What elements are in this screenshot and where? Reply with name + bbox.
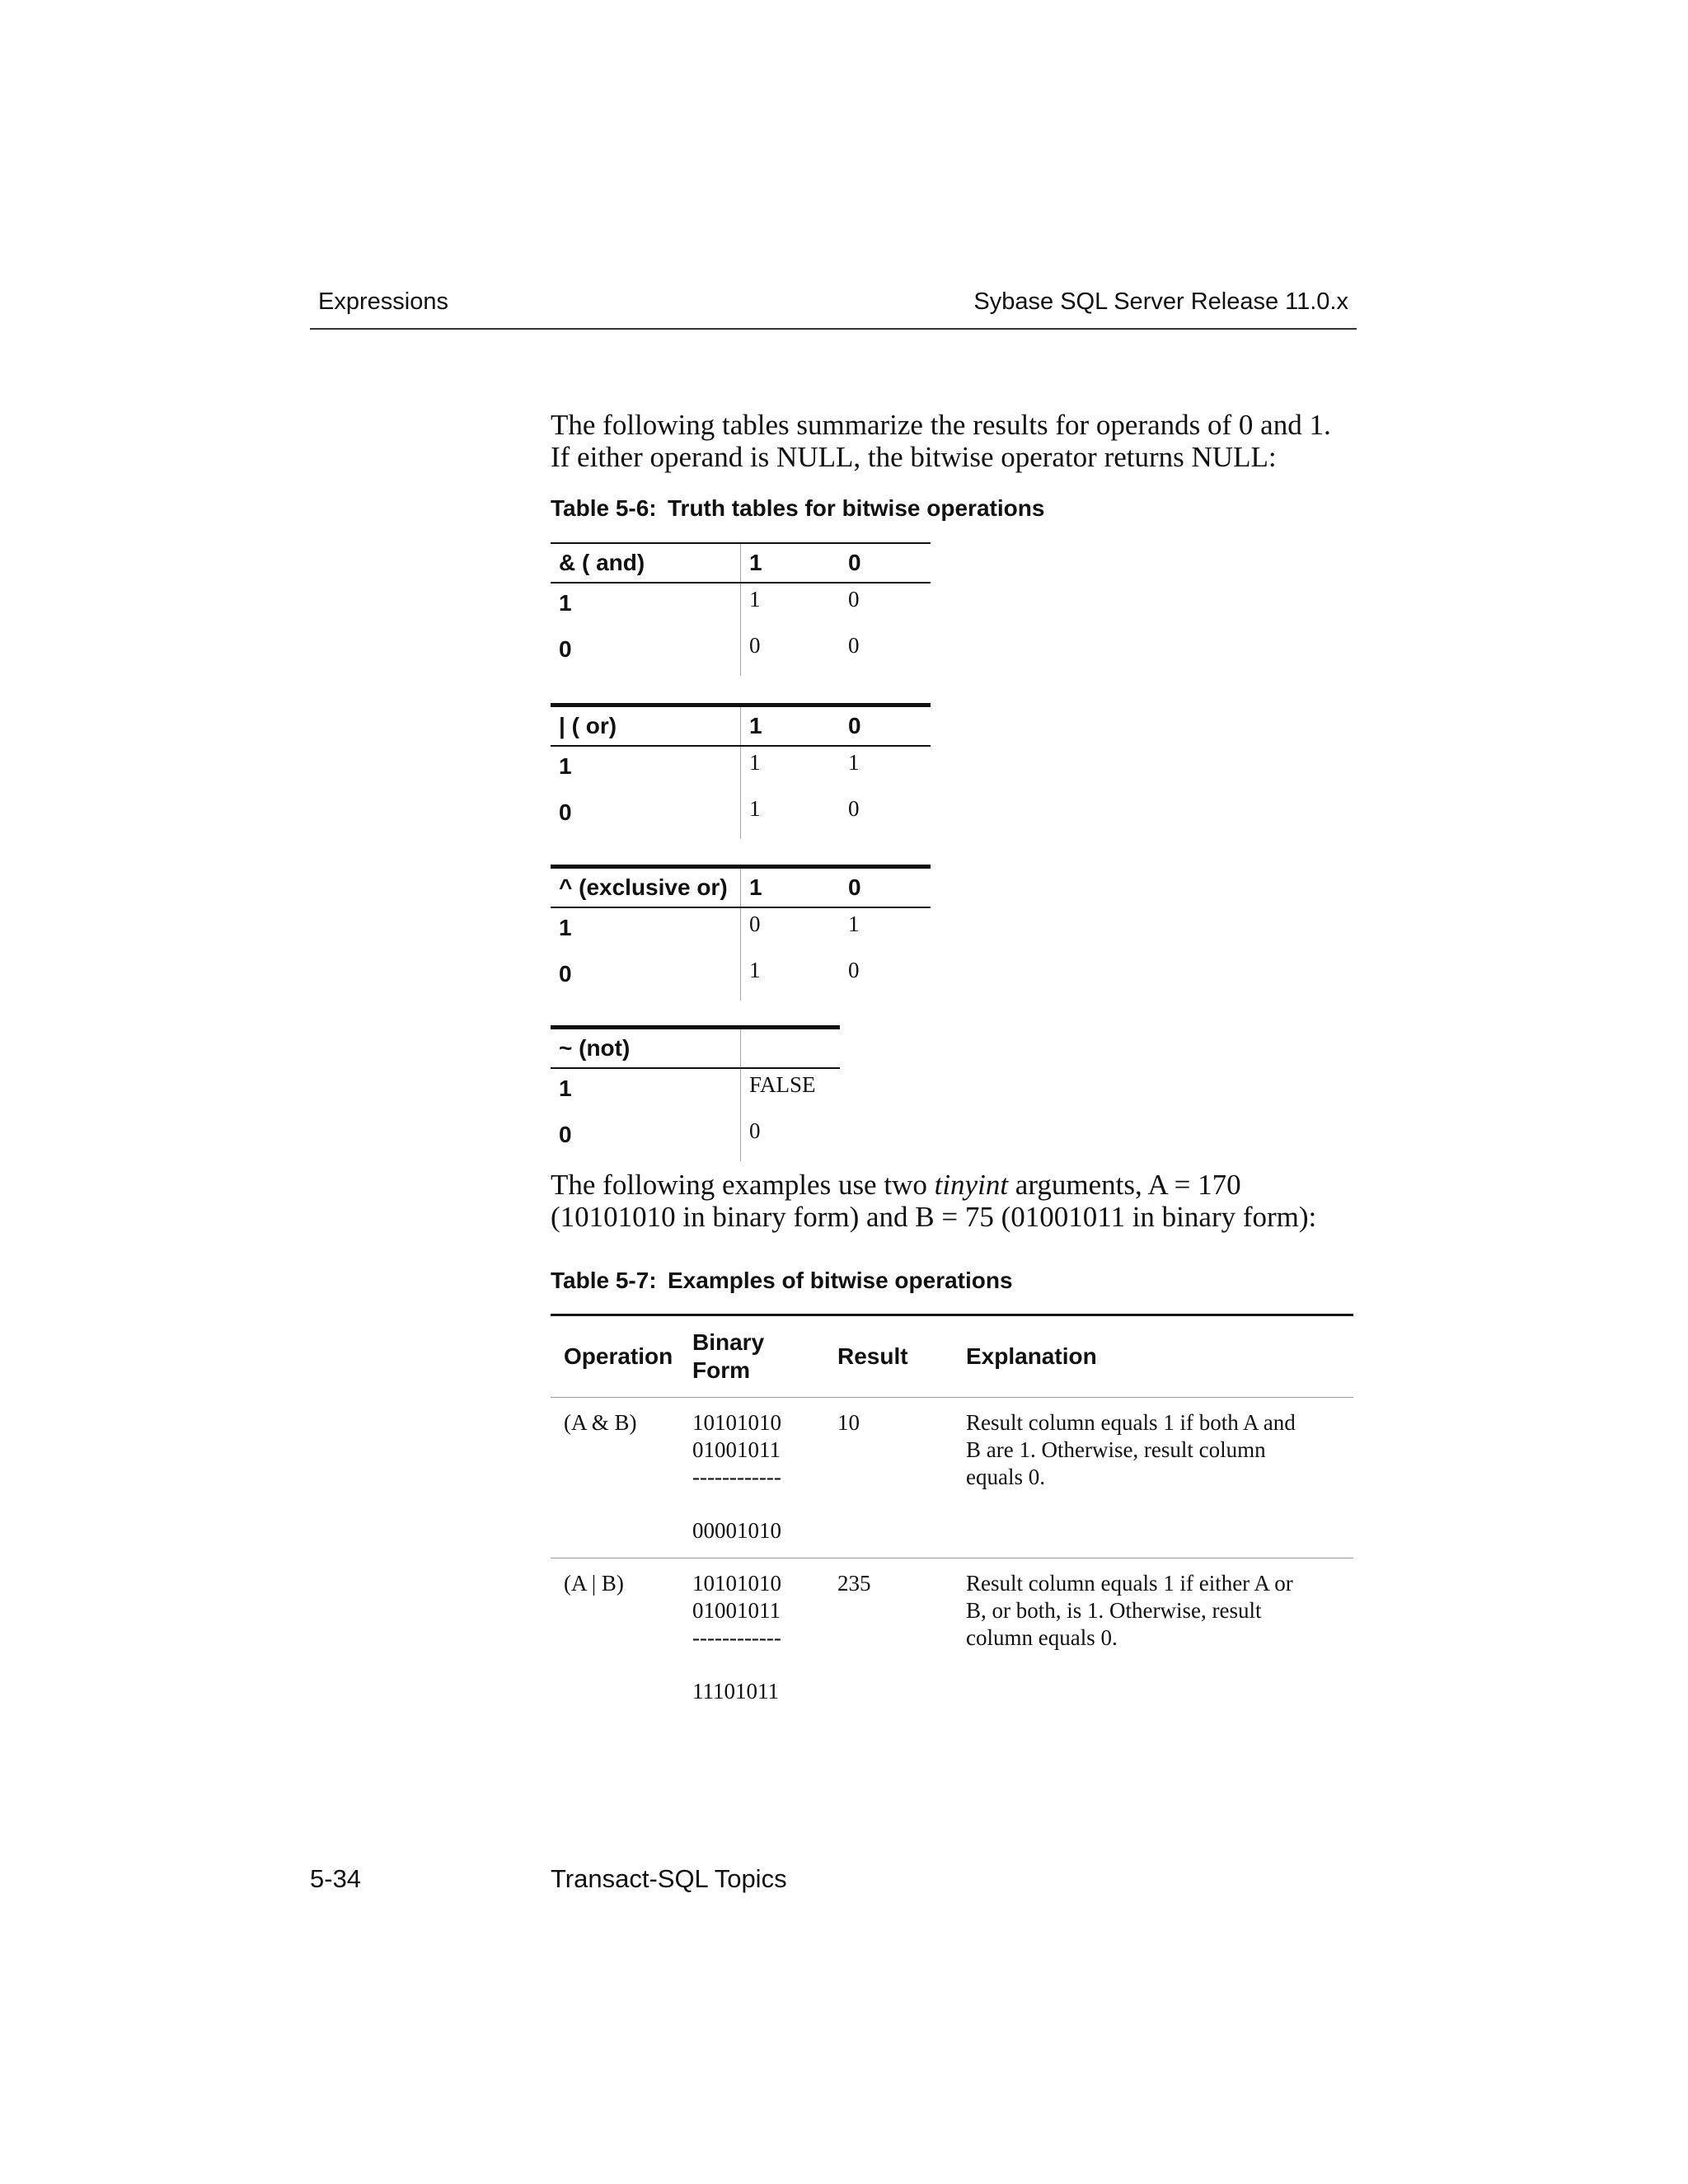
operation-cell: (A & B) [551,1398,679,1558]
explanation-line: B, or both, is 1. Otherwise, result [966,1598,1262,1623]
operator-label: ~ (not) [551,1028,741,1069]
header-binary-line-2: Form [692,1357,750,1383]
operator-label: | ( or) [551,705,741,747]
row-label: 0 [559,961,572,987]
intro-line-1: The following tables summarize the results for operands of 0 and 1. [551,409,1331,441]
examples-paragraph [551,1169,1375,1233]
explanation-cell [953,1398,1353,1558]
truth-table-row [551,583,931,630]
table-label: Table 5-7: [551,1268,657,1293]
examples-text: arguments, A = 170 [1008,1169,1241,1201]
column-header [741,1028,841,1069]
binary-line: 01001011 [692,1598,781,1623]
operator-label: & ( and) [551,543,741,583]
column-header: 1 [741,543,841,583]
operator-label: ^ (exclusive or) [551,867,741,908]
table-label: Table 5-6: [551,495,657,521]
column-header: 0 [840,867,931,908]
binary-line: 01001011 [692,1437,781,1462]
truth-table-row [551,907,931,954]
truth-table-row [551,1068,840,1115]
column-header: 1 [741,705,841,747]
result-cell: 235 [837,1571,871,1596]
table-cell: 0 [848,587,860,612]
row-label: 1 [559,1076,572,1101]
truth-table-row [551,793,931,839]
table-cell: FALSE [741,1068,841,1115]
row-label: 0 [559,636,572,662]
footer-chapter-title: Transact-SQL Topics [551,1864,787,1893]
page-header [310,288,1357,330]
table-title: Truth tables for bitwise operations [668,495,1045,521]
header-binary-form [679,1315,824,1398]
table-title: Examples of bitwise operations [668,1268,1013,1293]
row-label: 1 [559,590,572,616]
table-5-6-caption [551,495,1044,522]
truth-table-xor [551,865,931,1001]
row-label: 0 [559,1122,572,1147]
running-product-title: Sybase SQL Server Release 11.0.x [973,288,1348,315]
truth-table-header [551,543,931,583]
truth-table-header [551,867,931,908]
table-cell: 0 [741,907,841,954]
explanation-line: Result column equals 1 if either A or [966,1571,1293,1596]
examples-line-2: (10101010 in binary form) and B = 75 (01001011 in binary form): [551,1201,1317,1233]
examples-table [551,1314,1353,1718]
header-explanation: Explanation [953,1315,1353,1398]
binary-form-cell [679,1398,824,1558]
row-label: 0 [559,799,572,825]
examples-text: The following examples use two [551,1169,935,1201]
row-label: 1 [559,915,572,940]
running-section-title: Expressions [318,288,448,315]
result-cell: 10 [824,1398,953,1558]
column-header: 0 [840,543,931,583]
truth-table-header [551,705,931,747]
header-binary-line-1: Binary [692,1329,765,1355]
column-header: 1 [741,867,841,908]
truth-table-and [551,542,931,676]
binary-line: 10101010 [692,1571,781,1596]
binary-line: 00001010 [692,1518,781,1543]
intro-paragraph [551,409,1375,473]
header-result: Result [824,1315,953,1398]
table-5-7-caption [551,1268,1013,1294]
intro-line-2: If either operand is NULL, the bitwise operator returns NULL: [551,441,1277,473]
binary-line [692,1491,824,1517]
explanation-line: column equals 0. [966,1625,1118,1650]
column-header: 0 [840,705,931,747]
row-label: 1 [559,753,572,779]
truth-table-row [551,630,931,676]
table-cell: 0 [848,958,860,982]
binary-line: ------------ [692,1625,781,1650]
binary-line: 11101011 [692,1679,779,1704]
table-cell: 0 [848,796,860,821]
binary-line [692,1652,824,1678]
examples-header-row [551,1315,1353,1398]
table-cell: 0 [848,633,860,658]
truth-table-row [551,1115,840,1161]
explanation-line: B are 1. Otherwise, result column [966,1437,1266,1462]
operation-cell: (A | B) [564,1571,624,1596]
binary-form-cell [679,1558,824,1719]
explanation-line: Result column equals 1 if both A and [966,1410,1296,1435]
table-row [551,1558,1353,1719]
truth-table-header [551,1028,840,1069]
table-row [551,1398,1353,1558]
truth-table-not [551,1025,840,1161]
examples-line-1 [551,1169,1375,1201]
table-cell: 0 [741,1115,841,1161]
table-cell: 0 [741,630,841,676]
table-cell: 1 [741,746,841,793]
page-number: 5-34 [310,1864,362,1893]
header-operation: Operation [551,1315,679,1398]
binary-line: 10101010 [692,1410,781,1435]
table-cell: 1 [741,954,841,1001]
type-name-emphasis: tinyint [934,1169,1009,1201]
table-cell: 1 [848,912,860,936]
truth-table-row [551,746,931,793]
table-cell: 1 [741,583,841,630]
truth-table-or [551,703,931,839]
table-cell: 1 [848,750,860,775]
binary-line: ------------ [692,1465,781,1489]
truth-table-row [551,954,931,1001]
table-cell: 1 [741,793,841,839]
explanation-cell [953,1558,1353,1719]
explanation-line: equals 0. [966,1465,1045,1489]
